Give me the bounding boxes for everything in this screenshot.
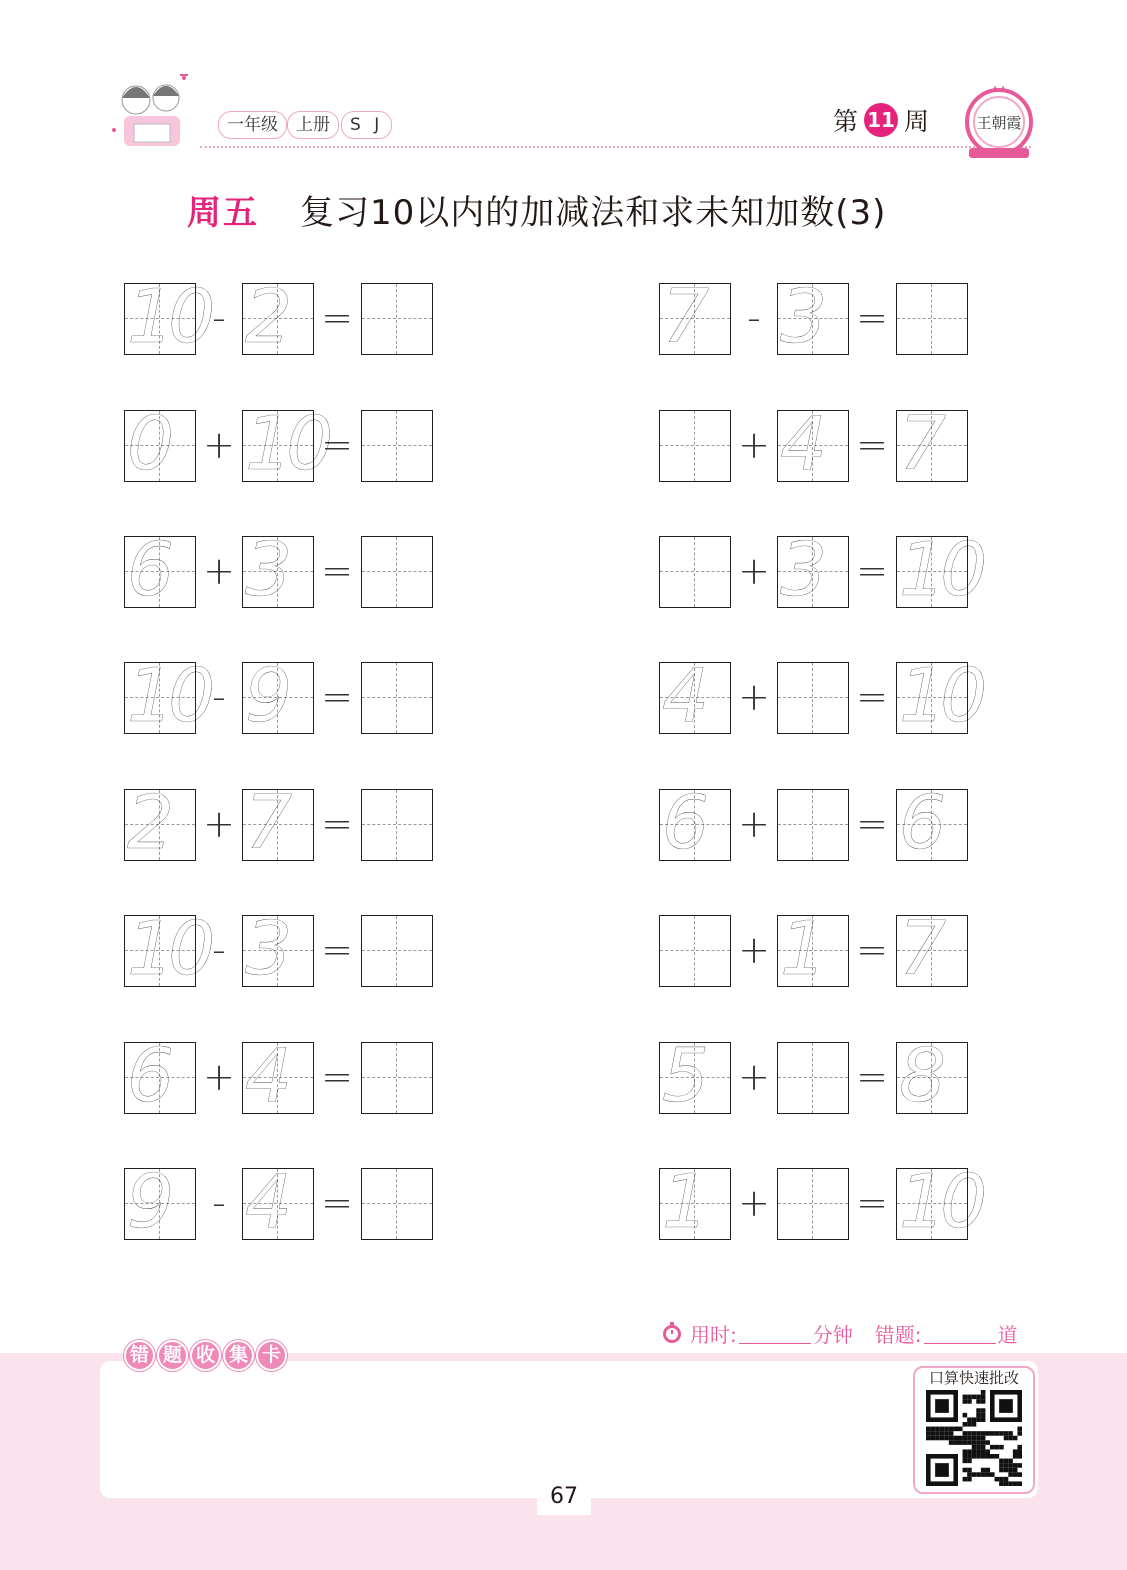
tracing-digit	[362, 912, 434, 986]
equation-row	[124, 906, 433, 992]
tracing-digit: 5	[662, 1033, 704, 1119]
time-label: 用时:	[690, 1322, 737, 1347]
tracing-digit: 1	[780, 906, 822, 992]
result-box[interactable]	[361, 662, 433, 734]
equals-sign: =	[321, 1055, 353, 1099]
stopwatch-icon	[660, 1321, 684, 1345]
result-box	[896, 1033, 968, 1119]
tracing-digit: 10	[899, 653, 982, 739]
tracing-digit	[362, 786, 434, 860]
tracing-digit: 0	[127, 401, 169, 487]
week-number-badge: 11	[864, 103, 898, 137]
tracing-digit: 2	[245, 274, 287, 360]
tracing-digit	[778, 659, 850, 733]
equals-sign: =	[321, 928, 353, 972]
equals-sign: =	[321, 296, 353, 340]
equals-sign: =	[856, 296, 888, 340]
operand-b-box	[777, 906, 849, 992]
errors-unit: 道	[997, 1322, 1018, 1347]
equation-row	[124, 653, 433, 739]
qr-code[interactable]	[925, 1390, 1023, 1486]
tracing-digit: 6	[127, 527, 169, 613]
tracing-digit: 7	[245, 780, 287, 866]
equals-sign: =	[856, 1181, 888, 1225]
tracing-digit: 10	[245, 401, 328, 487]
operator-sign: +	[738, 423, 770, 467]
tracing-digit	[362, 659, 434, 733]
operand-a-box	[659, 274, 731, 360]
equation-row	[659, 780, 968, 866]
operand-a-box	[124, 274, 210, 360]
operand-a-box	[659, 653, 731, 739]
equation-row	[124, 401, 433, 487]
result-box[interactable]	[361, 283, 433, 355]
operand-a-box[interactable]	[659, 915, 731, 987]
operand-b-box	[242, 653, 314, 739]
title-text: 复习10以内的加减法和求未知加数(3)	[300, 193, 887, 233]
result-box	[896, 906, 968, 992]
errors-label: 错题:	[874, 1322, 922, 1347]
equation-row	[659, 1159, 982, 1245]
operand-a-box	[124, 527, 196, 613]
equals-sign: =	[856, 802, 888, 846]
qr-label: 口算快速批改	[928, 1369, 1019, 1387]
operand-b-box[interactable]	[777, 1042, 849, 1114]
tracing-digit: 2	[127, 780, 169, 866]
tracing-digit	[660, 912, 732, 986]
card-title-char: 错	[124, 1340, 155, 1371]
time-unit: 分钟	[812, 1322, 853, 1347]
operand-b-box	[242, 527, 314, 613]
result-box[interactable]	[361, 1168, 433, 1240]
operand-a-box	[124, 906, 210, 992]
equals-sign: =	[321, 802, 353, 846]
tracing-digit: 1	[662, 1159, 704, 1245]
week-prefix: 第	[833, 107, 859, 136]
operand-a-box[interactable]	[659, 536, 731, 608]
equation-row	[659, 527, 982, 613]
tracing-digit	[897, 280, 969, 354]
operator-sign: +	[203, 1055, 235, 1099]
result-box[interactable]	[361, 789, 433, 861]
tracing-digit: 7	[899, 401, 941, 487]
page-number: 67	[537, 1477, 591, 1515]
tracing-digit: 6	[127, 1033, 169, 1119]
operator-sign: +	[738, 1181, 770, 1225]
operand-a-box	[659, 1159, 731, 1245]
card-title-char: 收	[190, 1340, 221, 1371]
operator-sign: -	[212, 1181, 226, 1225]
tracing-digit: 9	[245, 653, 287, 739]
tracing-digit	[362, 1039, 434, 1113]
operand-a-box	[124, 1159, 196, 1245]
tracing-digit: 6	[662, 780, 704, 866]
tracing-digit: 8	[899, 1033, 941, 1119]
qr-panel	[913, 1366, 1035, 1494]
title-day: 周五	[187, 193, 259, 233]
operator-sign: +	[738, 1055, 770, 1099]
time-blank[interactable]	[739, 1323, 811, 1344]
result-box[interactable]	[361, 536, 433, 608]
operator-sign: -	[212, 296, 226, 340]
tracing-digit	[778, 1165, 850, 1239]
grade-tag: 一年级	[218, 111, 287, 139]
operator-sign: +	[203, 423, 235, 467]
equation-row	[124, 780, 433, 866]
result-box[interactable]	[361, 915, 433, 987]
operand-b-box[interactable]	[777, 789, 849, 861]
equals-sign: =	[321, 549, 353, 593]
equals-sign: =	[856, 549, 888, 593]
operator-sign: -	[212, 675, 226, 719]
operator-sign: +	[738, 675, 770, 719]
tracing-digit: 3	[245, 527, 287, 613]
tracing-digit: 6	[899, 780, 941, 866]
result-box	[896, 653, 982, 739]
card-title-char: 集	[223, 1340, 254, 1371]
operator-sign: +	[738, 549, 770, 593]
tracing-digit: 10	[899, 527, 982, 613]
operator-sign: +	[203, 802, 235, 846]
operand-a-box	[124, 1033, 196, 1119]
tracing-digit	[362, 533, 434, 607]
equation-row	[659, 906, 968, 992]
result-box	[896, 1159, 982, 1245]
tracing-digit: 7	[899, 906, 941, 992]
equation-row	[124, 1159, 433, 1245]
mistake-card-title	[124, 1340, 287, 1372]
equation-row	[124, 1033, 433, 1119]
tracing-digit: 4	[245, 1033, 287, 1119]
equals-sign: =	[321, 1181, 353, 1225]
operand-b-box	[242, 1159, 314, 1245]
time-record	[660, 1318, 1018, 1348]
tracing-digit: 10	[127, 274, 210, 360]
operator-sign: +	[738, 928, 770, 972]
tracing-digit: 4	[780, 401, 822, 487]
operand-a-box	[124, 780, 196, 866]
operand-b-box	[777, 401, 849, 487]
card-title-char: 卡	[256, 1340, 287, 1371]
tracing-digit: 3	[780, 274, 822, 360]
tracing-digit: 7	[662, 274, 704, 360]
operand-b-box[interactable]	[777, 1168, 849, 1240]
tracing-digit	[660, 533, 732, 607]
equals-sign: =	[856, 675, 888, 719]
operand-b-box	[777, 527, 849, 613]
equation-row	[659, 274, 968, 360]
tracing-digit: 3	[780, 527, 822, 613]
operand-b-box	[242, 401, 328, 487]
tracing-digit: 4	[662, 653, 704, 739]
edition-tag: S J	[341, 111, 392, 139]
operand-a-box	[659, 1033, 731, 1119]
operand-b-box	[242, 1033, 314, 1119]
tracing-digit: 10	[899, 1159, 982, 1245]
tracing-digit: 10	[127, 653, 210, 739]
operator-sign: +	[738, 802, 770, 846]
operand-b-box[interactable]	[777, 662, 849, 734]
equals-sign: =	[856, 1055, 888, 1099]
operand-a-box	[124, 401, 196, 487]
operand-a-box	[659, 780, 731, 866]
tracing-digit: 3	[245, 906, 287, 992]
tracing-digit: 4	[245, 1159, 287, 1245]
result-box[interactable]	[896, 283, 968, 355]
tracing-digit	[362, 280, 434, 354]
errors-blank[interactable]	[924, 1323, 996, 1344]
result-box	[896, 527, 982, 613]
operand-b-box	[242, 906, 314, 992]
tracing-digit: 9	[127, 1159, 169, 1245]
equals-sign: =	[321, 423, 353, 467]
svg-text:王朝霞: 王朝霞	[976, 114, 1022, 132]
equals-sign: =	[856, 928, 888, 972]
equation-row	[659, 1033, 968, 1119]
equals-sign: =	[321, 675, 353, 719]
operand-a-box[interactable]	[659, 410, 731, 482]
card-title-char: 题	[157, 1340, 188, 1371]
result-box[interactable]	[361, 410, 433, 482]
tracing-digit	[362, 407, 434, 481]
operand-a-box	[124, 653, 210, 739]
tracing-digit	[778, 1039, 850, 1113]
operand-b-box	[777, 274, 849, 360]
tracing-digit: 10	[127, 906, 210, 992]
tracing-digit	[362, 1165, 434, 1239]
equals-sign: =	[856, 423, 888, 467]
equation-row	[659, 401, 968, 487]
volume-tag: 上册	[287, 111, 339, 139]
tracing-digit	[778, 786, 850, 860]
operand-b-box	[242, 274, 314, 360]
operator-sign: -	[212, 928, 226, 972]
operand-b-box	[242, 780, 314, 866]
operator-sign: -	[747, 296, 761, 340]
tracing-digit	[660, 407, 732, 481]
equation-row	[124, 527, 433, 613]
equation-row	[659, 653, 982, 739]
result-box	[896, 780, 968, 866]
result-box[interactable]	[361, 1042, 433, 1114]
operator-sign: +	[203, 549, 235, 593]
equation-row	[124, 274, 433, 360]
result-box	[896, 401, 968, 487]
week-suffix: 周	[904, 107, 930, 136]
